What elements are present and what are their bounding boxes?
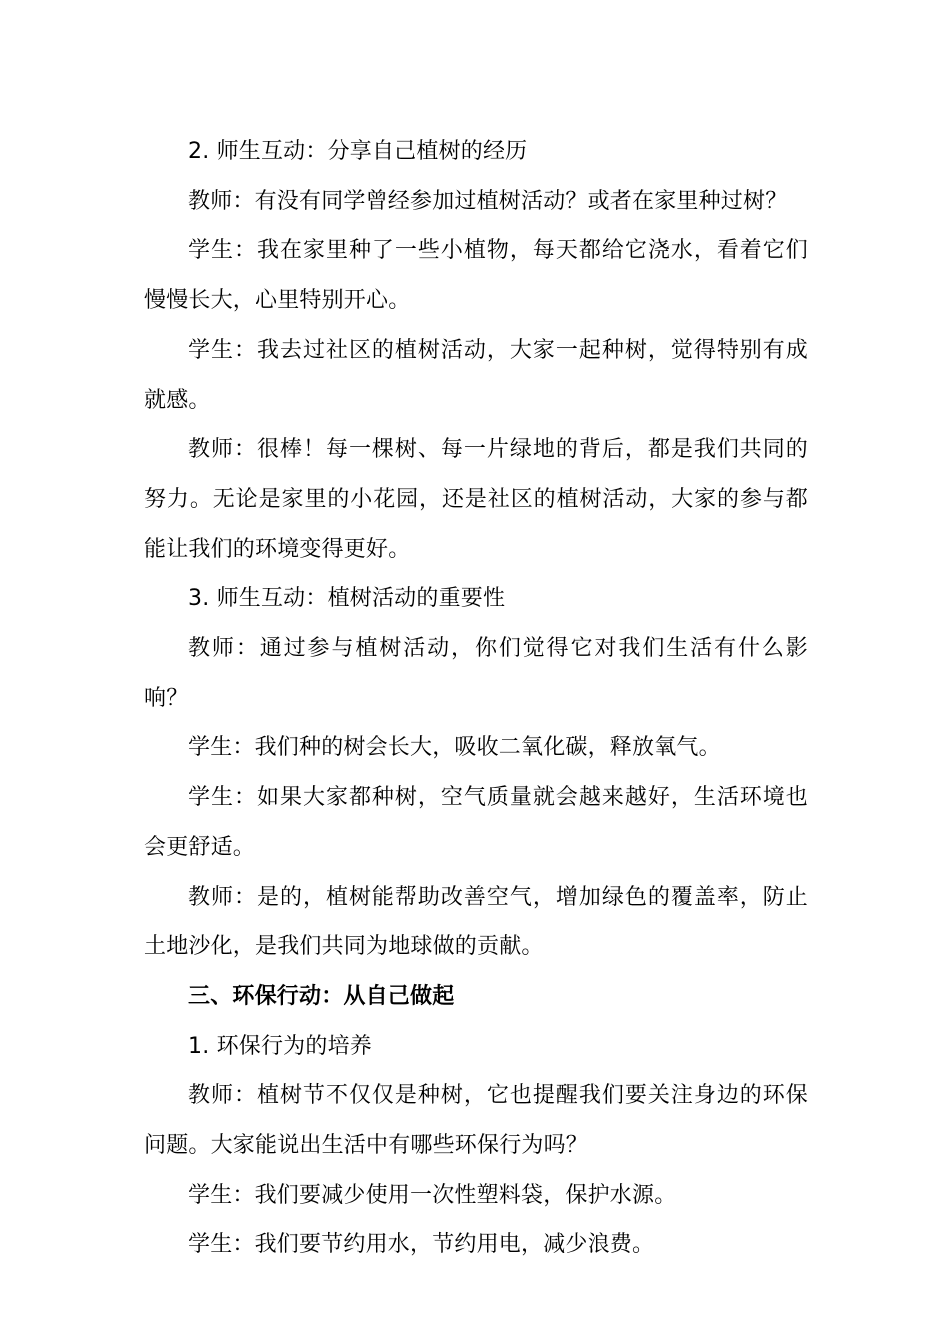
paragraph-student-answer-2: 学生：我去过社区的植树活动，大家一起种树，觉得特别有成就感。 (144, 337, 808, 413)
document-body (144, 127, 808, 1270)
paragraph-student-answer-4: 学生：如果大家都种树，空气质量就会越来越好，生活环境也会更舒适。 (144, 785, 808, 860)
paragraph-student-answer-1: 学生：我在家里种了一些小植物，每天都给它浇水，看着它们慢慢长大，心里特别开心。 (144, 238, 808, 314)
section-heading-3: 三、环保行动：从自己做起 (188, 983, 455, 1009)
paragraph-student-answer-3: 学生：我们种的树会长大，吸收二氧化碳，释放氧气。 (188, 735, 721, 761)
paragraph-student-answer-5: 学生：我们要减少使用一次性塑料袋，保护水源。 (188, 1182, 677, 1208)
subheading-interaction-3: 3. 师生互动：植树活动的重要性 (188, 586, 506, 612)
subheading-interaction-2: 2. 师生互动：分享自己植树的经历 (188, 139, 528, 164)
paragraph-teacher-question-2: 教师：通过参与植树活动，你们觉得它对我们生活有什么影响？ (144, 636, 808, 711)
paragraph-teacher-question-3: 教师：植树节不仅仅是种树，它也提醒我们要关注身边的环保问题。大家能说出生活中有哪些环保行为吗？ (144, 1083, 808, 1159)
paragraph-teacher-question: 教师：有没有同学曾经参加过植树活动？或者在家里种过树？ (188, 188, 788, 214)
paragraph-teacher-response: 教师：很棒！每一棵树、每一片绿地的背后，都是我们共同的努力。无论是家里的小花园，还是社区的植树活动，大家的参与都能让我们的环境变得更好。 (144, 437, 808, 562)
subheading-eco-behavior: 1. 环保行为的培养 (188, 1033, 372, 1059)
paragraph-student-answer-6: 学生：我们要节约用水，节约用电，减少浪费。 (188, 1232, 655, 1258)
paragraph-teacher-response-2: 教师：是的，植树能帮助改善空气，增加绿色的覆盖率，防止土地沙化，是我们共同为地球做的贡献。 (144, 884, 808, 960)
